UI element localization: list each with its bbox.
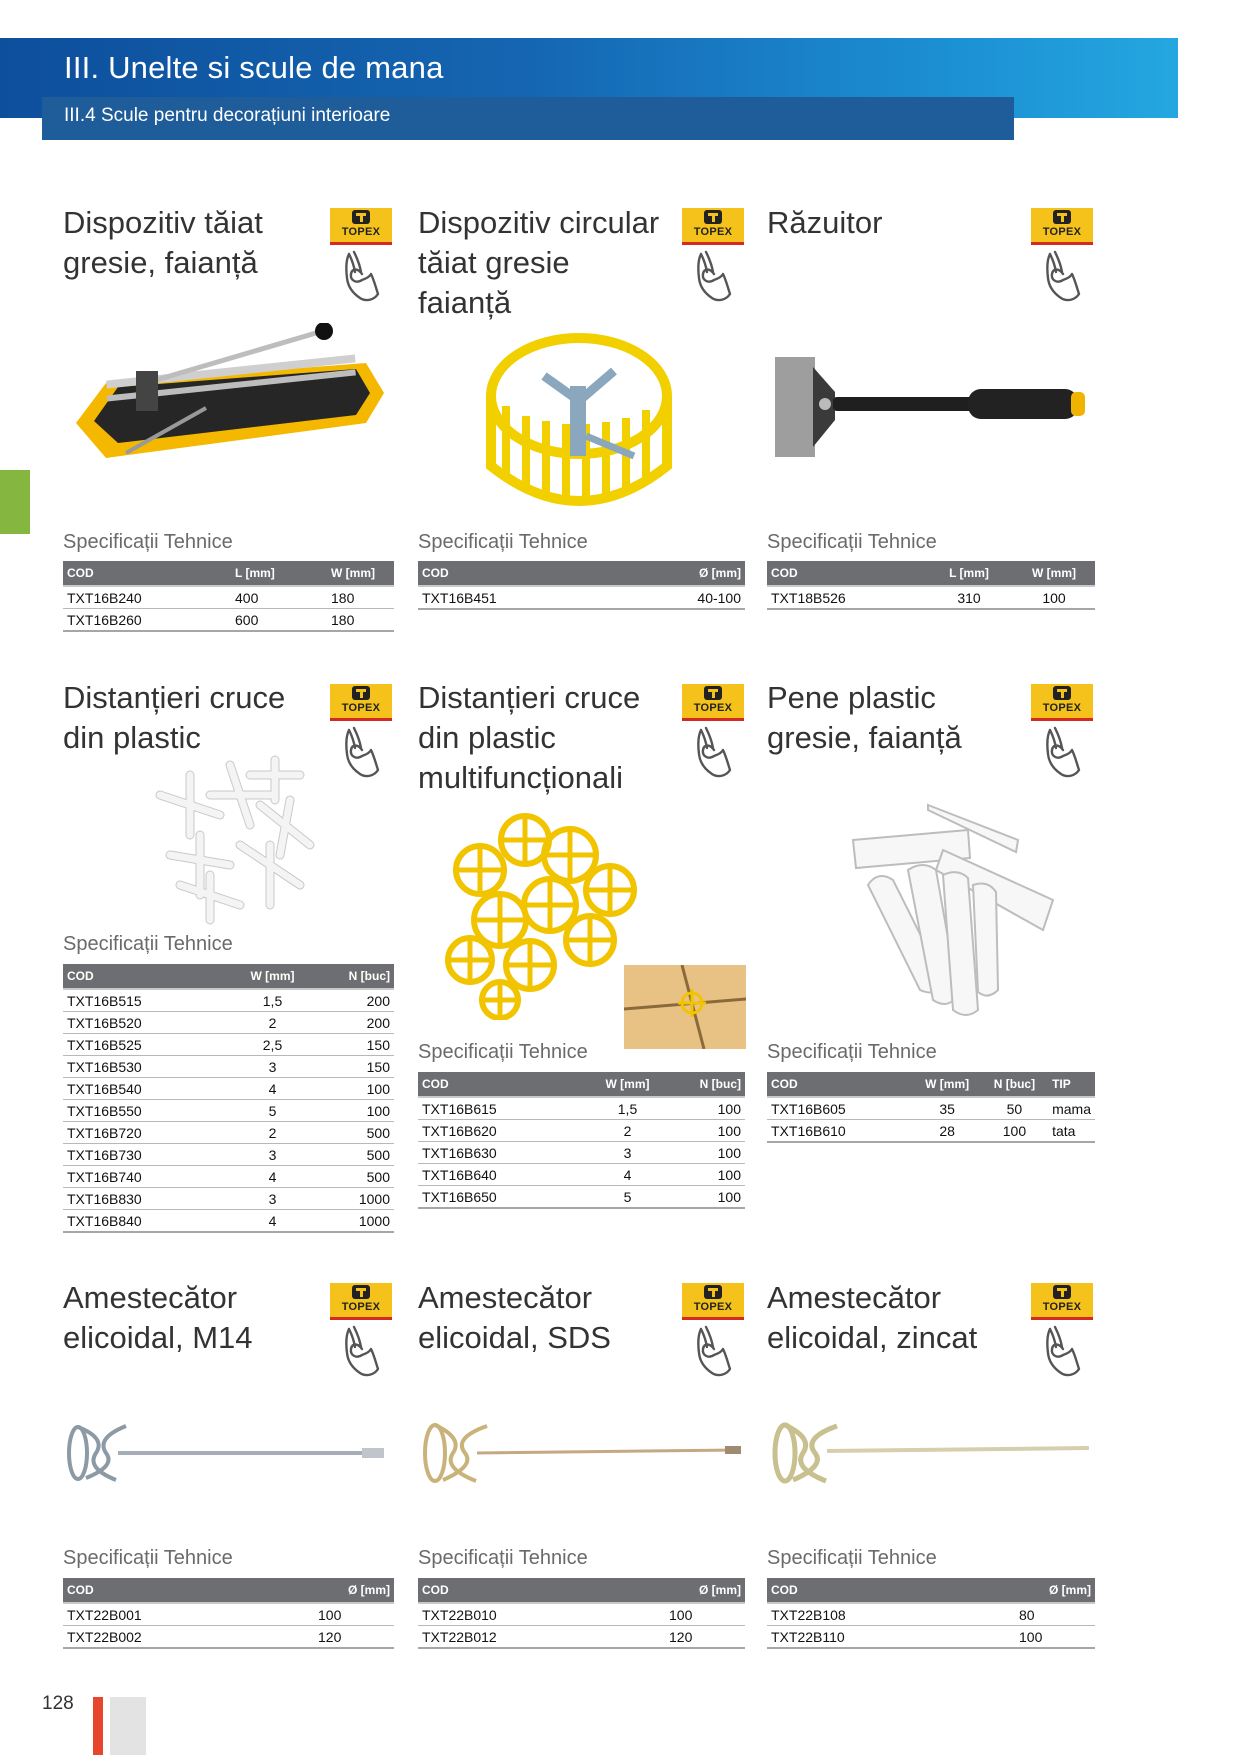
ok-hand-icon [340, 248, 384, 304]
table-row: TXT16B630 3 100 [418, 1142, 745, 1164]
table-row: TXT16B730 3 500 [63, 1144, 394, 1166]
spec-table [767, 1578, 1095, 1649]
yellow-spacers-photo [440, 800, 645, 1020]
plastic-wedges-photo [848, 800, 1058, 1020]
table-row: TXT16B605 35 50 mama [767, 1097, 1095, 1120]
spec-label: Specificații Tehnice [63, 1547, 233, 1569]
topex-logo: TOPEX [682, 208, 744, 245]
mixer-sds-photo [421, 1418, 746, 1488]
table-row: TXT16B520 2 200 [63, 1012, 394, 1034]
ok-hand-icon [692, 1323, 736, 1379]
column-header: COD [767, 561, 925, 586]
table-row: TXT16B740 4 500 [63, 1166, 394, 1188]
product-title: Dispozitiv circular tăiat gresie faianță [418, 205, 660, 320]
spec-label: Specificații Tehnice [418, 531, 588, 553]
product-title: Dispozitiv tăiat gresie, faianță [63, 205, 263, 280]
column-header: W [mm] [914, 1072, 981, 1097]
tile-cutter-photo [66, 323, 388, 473]
product-title: Distanțieri cruce din plastic [63, 680, 286, 755]
column-header: N [buc] [981, 1072, 1048, 1097]
table-row: TXT22B110 100 [767, 1626, 1095, 1649]
column-header: COD [418, 1072, 576, 1097]
product-title: Amestecător elicoidal, M14 [63, 1280, 253, 1355]
spec-label: Specificații Tehnice [418, 1041, 588, 1063]
table-row: TXT16B640 4 100 [418, 1164, 745, 1186]
subsection-header [42, 97, 1014, 140]
brand-block [330, 1283, 392, 1379]
table-row: TXT16B610 28 100 tata [767, 1120, 1095, 1143]
column-header: COD [63, 964, 221, 989]
page-marker-red [93, 1697, 103, 1755]
table-row: TXT18B526 310 100 [767, 586, 1095, 609]
spec-table [63, 964, 394, 1233]
section-title: III. Unelte si scule de mana [64, 50, 444, 85]
column-header: W [mm] [576, 1072, 679, 1097]
spec-label: Specificații Tehnice [767, 1041, 937, 1063]
column-header: COD [63, 561, 231, 586]
spec-label: Specificații Tehnice [63, 933, 233, 955]
spec-table [63, 1578, 394, 1649]
column-header: N [buc] [324, 964, 394, 989]
product-title: Amestecător elicoidal, zincat [767, 1280, 978, 1355]
table-row: TXT16B720 2 500 [63, 1122, 394, 1144]
column-header: Ø [mm] [657, 561, 745, 586]
mixer-m14-photo [66, 1418, 391, 1488]
ok-hand-icon [1041, 248, 1085, 304]
product-title: Răzuitor [767, 205, 883, 240]
topex-logo: TOPEX [1031, 684, 1093, 721]
product-title: Amestecător elicoidal, SDS [418, 1280, 611, 1355]
table-row: TXT16B550 5 100 [63, 1100, 394, 1122]
column-header: COD [63, 1578, 314, 1603]
ok-hand-icon [1041, 724, 1085, 780]
table-row: TXT16B615 1,5 100 [418, 1097, 745, 1120]
table-row: TXT16B260 600 180 [63, 609, 394, 632]
circular-cutter-photo [484, 326, 674, 526]
topex-logo: TOPEX [682, 684, 744, 721]
subsection-title: III.4 Scule pentru decorațiuni interioare [64, 105, 391, 126]
column-header: Ø [mm] [1015, 1578, 1095, 1603]
table-row: TXT16B830 3 1000 [63, 1188, 394, 1210]
column-header: L [mm] [231, 561, 327, 586]
spec-label: Specificații Tehnice [767, 531, 937, 553]
column-header: L [mm] [925, 561, 1013, 586]
table-row: TXT16B451 40-100 [418, 586, 745, 609]
mixer-zinc-photo [771, 1418, 1096, 1488]
table-row: TXT16B525 2,5 150 [63, 1034, 394, 1056]
table-row: TXT22B001 100 [63, 1603, 394, 1626]
topex-logo: TOPEX [330, 208, 392, 245]
topex-logo: TOPEX [330, 1283, 392, 1320]
table-row: TXT16B650 5 100 [418, 1186, 745, 1209]
tile-floor-photo [624, 965, 746, 1049]
brand-block [682, 208, 744, 304]
ok-hand-icon [340, 1323, 384, 1379]
topex-logo: TOPEX [1031, 208, 1093, 245]
page-marker-grey [110, 1697, 146, 1755]
brand-block [682, 684, 744, 780]
table-row: TXT22B002 120 [63, 1626, 394, 1649]
spec-label: Specificații Tehnice [767, 1547, 937, 1569]
chapter-tab [0, 470, 30, 534]
brand-block [1031, 684, 1093, 780]
product-title: Distanțieri cruce din plastic multifuncționali [418, 680, 641, 795]
brand-block [330, 684, 392, 780]
column-header: W [mm] [327, 561, 394, 586]
spec-table [418, 1072, 745, 1209]
spec-label: Specificații Tehnice [418, 1547, 588, 1569]
page-number: 128 [42, 1693, 74, 1714]
column-header: TIP [1048, 1072, 1095, 1097]
spec-table [767, 561, 1095, 610]
table-row: TXT16B515 1,5 200 [63, 989, 394, 1012]
column-header: COD [418, 561, 657, 586]
brand-block [682, 1283, 744, 1379]
column-header: COD [767, 1578, 1015, 1603]
table-row: TXT16B840 4 1000 [63, 1210, 394, 1233]
table-row: TXT22B108 80 [767, 1603, 1095, 1626]
column-header: W [mm] [221, 964, 324, 989]
table-row: TXT16B620 2 100 [418, 1120, 745, 1142]
column-header: COD [767, 1072, 914, 1097]
brand-block [1031, 208, 1093, 304]
topex-logo: TOPEX [330, 684, 392, 721]
column-header: Ø [mm] [665, 1578, 745, 1603]
column-header: COD [418, 1578, 665, 1603]
white-spacers-photo [140, 755, 330, 925]
table-row: TXT16B540 4 100 [63, 1078, 394, 1100]
table-row: TXT16B240 400 180 [63, 586, 394, 609]
ok-hand-icon [692, 724, 736, 780]
brand-block [1031, 1283, 1093, 1379]
table-row: TXT22B010 100 [418, 1603, 745, 1626]
column-header: Ø [mm] [314, 1578, 394, 1603]
ok-hand-icon [340, 724, 384, 780]
topex-logo: TOPEX [682, 1283, 744, 1320]
table-row: TXT22B012 120 [418, 1626, 745, 1649]
topex-logo: TOPEX [1031, 1283, 1093, 1320]
ok-hand-icon [1041, 1323, 1085, 1379]
ok-hand-icon [692, 248, 736, 304]
spec-table [63, 561, 394, 632]
spec-table [767, 1072, 1095, 1143]
spec-label: Specificații Tehnice [63, 531, 233, 553]
product-title: Pene plastic gresie, faianță [767, 680, 962, 755]
brand-block [330, 208, 392, 304]
scraper-photo [773, 352, 1091, 462]
spec-table [418, 1578, 745, 1649]
column-header: W [mm] [1013, 561, 1095, 586]
spec-table [418, 561, 745, 610]
column-header: N [buc] [679, 1072, 745, 1097]
table-row: TXT16B530 3 150 [63, 1056, 394, 1078]
